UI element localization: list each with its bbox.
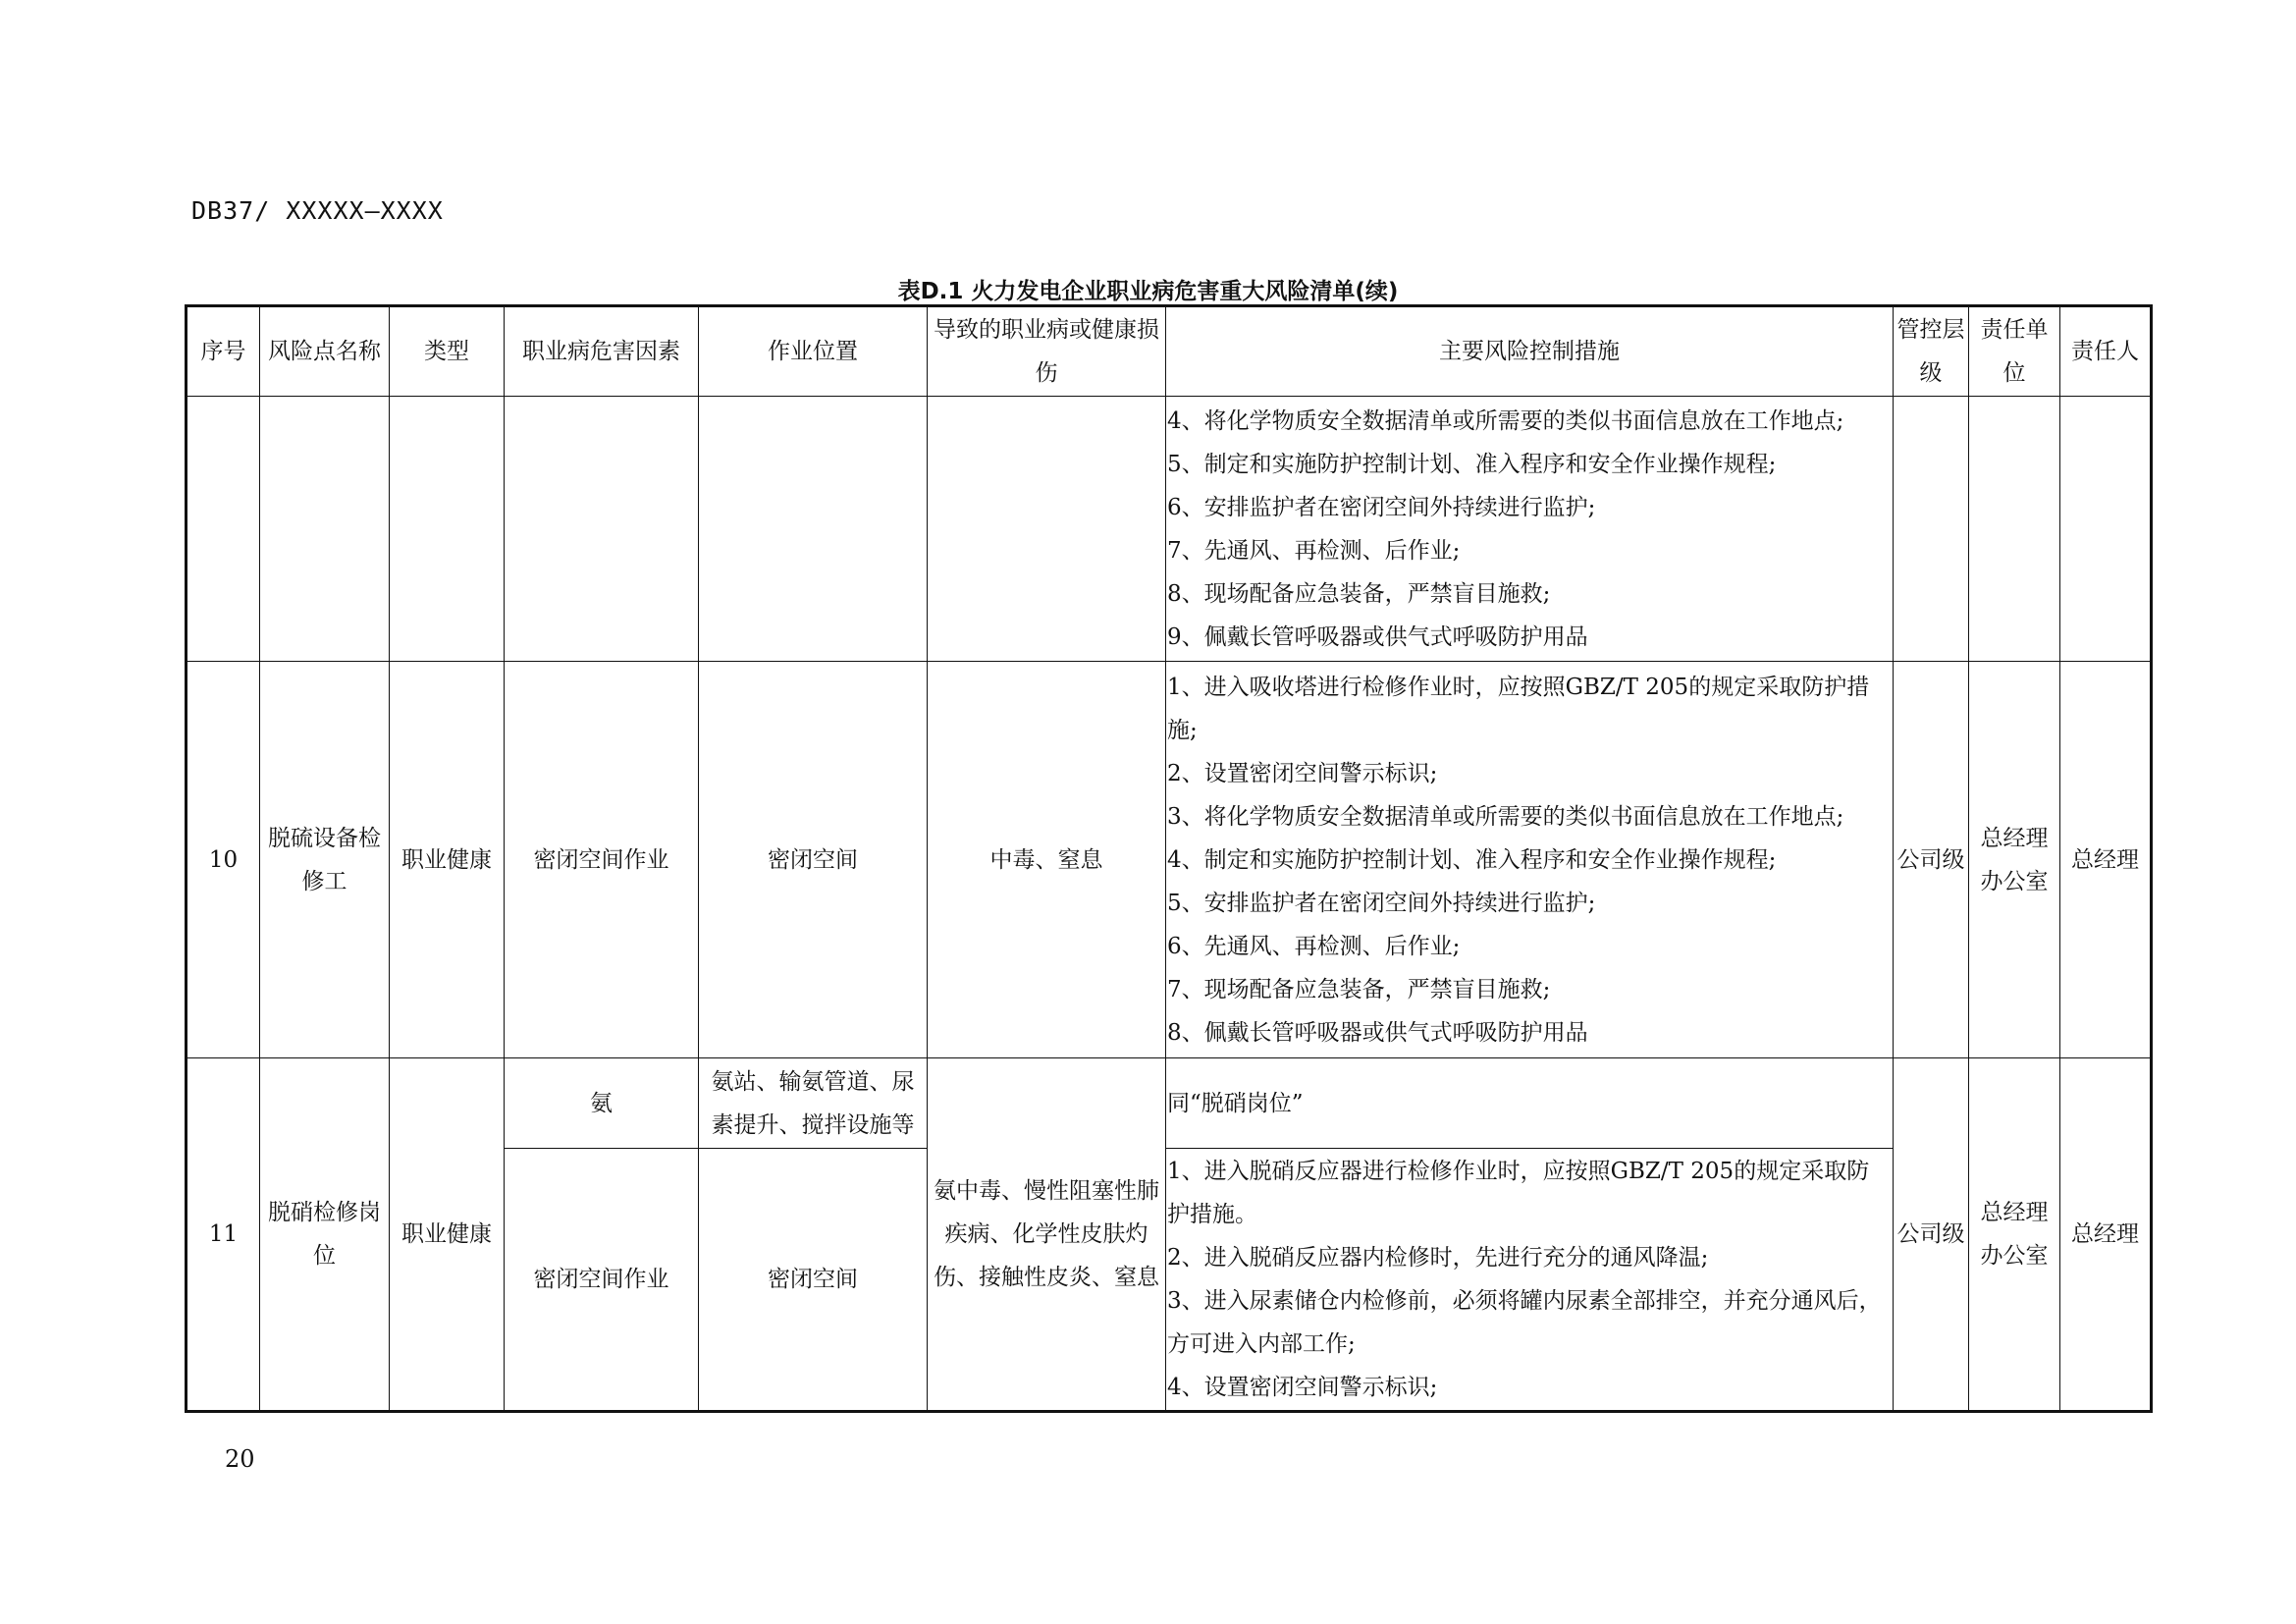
cell-unit: 总经理办公室 [1969,1058,2060,1412]
page-number: 20 [225,1445,255,1473]
cell-disease [928,397,1166,662]
measure-item: 5、制定和实施防护控制计划、准入程序和安全作业操作规程; [1167,451,1777,477]
cell-measures [1166,1149,1894,1412]
cell-hazard: 密闭空间作业 [505,1149,699,1412]
table-header-row [187,306,2152,397]
cell-hazard [505,397,699,662]
header-measures: 主要风险控制措施 [1166,306,1894,397]
cell-disease: 中毒、窒息 [928,662,1166,1058]
cell-location: 密闭空间 [699,662,928,1058]
measure-item: 4、将化学物质安全数据清单或所需要的类似书面信息放在工作地点; [1167,407,1844,434]
cell-location: 氨站、输氨管道、尿素提升、搅拌设施等 [699,1058,928,1149]
cell-unit: 总经理办公室 [1969,662,2060,1058]
header-location: 作业位置 [699,306,928,397]
measure-item: 6、安排监护者在密闭空间外持续进行监护; [1167,494,1596,520]
cell-seq [187,397,260,662]
header-hazard: 职业病危害因素 [505,306,699,397]
cell-seq: 11 [187,1058,260,1412]
table-caption: 表D.1 火力发电企业职业病危害重大风险清单(续) [897,279,1399,304]
document-code-header: DB37/ XXXXX—XXXX [191,196,444,225]
measure-item: 2、设置密闭空间警示标识; [1167,760,1438,786]
measure-item: 7、现场配备应急装备，严禁盲目施救; [1167,976,1551,1002]
measure-item: 同“脱硝岗位” [1167,1090,1304,1116]
cell-measures [1166,1058,1894,1149]
cell-type: 职业健康 [390,662,505,1058]
header-unit: 责任单位 [1969,306,2060,397]
cell-risk-point [260,397,390,662]
cell-person [2060,397,2152,662]
risk-table [185,304,2153,1413]
measure-item: 5、安排监护者在密闭空间外持续进行监护; [1167,890,1596,916]
measure-item: 1、进入吸收塔进行检修作业时，应按照GBZ/T 205的规定采取防护措施; [1167,674,1870,743]
cell-type [390,397,505,662]
table-row [187,1058,2152,1149]
measure-item: 6、先通风、再检测、后作业; [1167,933,1461,959]
cell-hazard: 密闭空间作业 [505,662,699,1058]
cell-location: 密闭空间 [699,1149,928,1412]
cell-risk-point: 脱硫设备检修工 [260,662,390,1058]
measure-item: 8、现场配备应急装备，严禁盲目施救; [1167,580,1551,607]
cell-level [1894,397,1969,662]
cell-level: 公司级 [1894,1058,1969,1412]
header-level: 管控层级 [1894,306,1969,397]
measure-item: 8、佩戴长管呼吸器或供气式呼吸防护用品 [1167,1019,1588,1046]
cell-risk-point: 脱硝检修岗位 [260,1058,390,1412]
header-seq: 序号 [187,306,260,397]
header-person: 责任人 [2060,306,2152,397]
measure-item: 4、设置密闭空间警示标识; [1167,1375,1438,1400]
cell-person: 总经理 [2060,1058,2152,1412]
measure-item: 2、进入脱硝反应器内检修时，先进行充分的通风降温; [1167,1245,1709,1271]
cell-seq: 10 [187,662,260,1058]
cell-measures [1166,397,1894,662]
measure-item: 9、佩戴长管呼吸器或供气式呼吸防护用品 [1167,623,1588,650]
cell-person: 总经理 [2060,662,2152,1058]
measure-item: 7、先通风、再检测、后作业; [1167,537,1461,564]
table-row [187,397,2152,662]
measure-item: 1、进入脱硝反应器进行检修作业时，应按照GBZ/T 205的规定采取防护措施。 [1167,1159,1870,1227]
measure-item: 4、制定和实施防护控制计划、准入程序和安全作业操作规程; [1167,846,1777,873]
cell-level: 公司级 [1894,662,1969,1058]
cell-unit [1969,397,2060,662]
measure-item: 3、将化学物质安全数据清单或所需要的类似书面信息放在工作地点; [1167,803,1844,830]
header-disease: 导致的职业病或健康损伤 [928,306,1166,397]
measure-item: 3、进入尿素储仓内检修前，必须将罐内尿素全部排空，并充分通风后，方可进入内部工作; [1167,1288,1882,1357]
cell-measures [1166,662,1894,1058]
cell-type: 职业健康 [390,1058,505,1412]
header-type: 类型 [390,306,505,397]
header-risk-point: 风险点名称 [260,306,390,397]
table-row [187,662,2152,1058]
cell-location [699,397,928,662]
cell-disease: 氨中毒、慢性阻塞性肺疾病、化学性皮肤灼伤、接触性皮炎、窒息 [928,1058,1166,1412]
cell-hazard: 氨 [505,1058,699,1149]
